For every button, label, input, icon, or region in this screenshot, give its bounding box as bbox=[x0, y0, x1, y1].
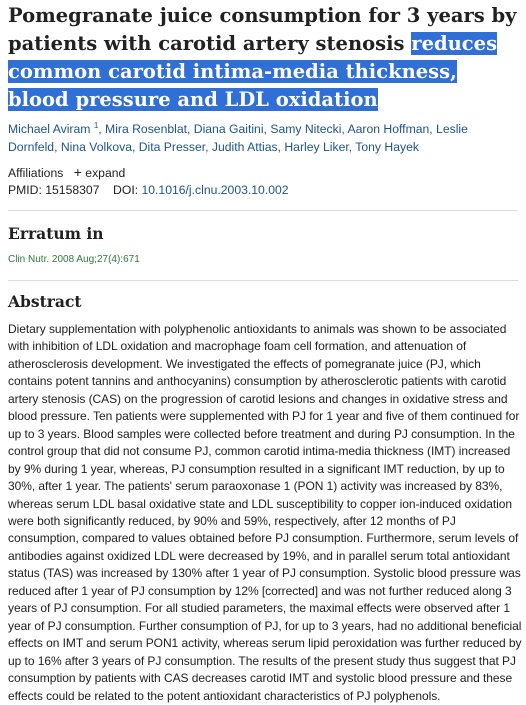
plus-icon[interactable]: + bbox=[73, 164, 82, 180]
pmid-value: 15158307 bbox=[45, 183, 100, 197]
title-text: Pomegranate juice consumption for 3 years by patients with carotid artery stenosis bbox=[8, 4, 517, 55]
affiliations-row bbox=[8, 164, 125, 180]
article-title bbox=[8, 2, 520, 114]
affiliations-label: Affiliations bbox=[8, 166, 64, 180]
doi-link[interactable]: 10.1016/j.clnu.2003.10.002 bbox=[141, 183, 289, 197]
doi-label: DOI: bbox=[113, 183, 139, 197]
author-list bbox=[8, 120, 520, 156]
title-selected-text[interactable]: reduces common carotid intima-media thickness, blood pressure and LDL oxidation bbox=[8, 32, 498, 111]
pmid-label: PMID: bbox=[8, 183, 42, 197]
abstract-text: Dietary supplementation with polyphenolic antioxidants to animals was shown to be associated with inhibition of LDL oxidation and macrophage foam cell formation, and attenuation of atherosclerosis development. We investigated the effects of pomegranate juice (PJ, which contains potent tannins and anthocyanins) consumption by atherosclerotic patients with carotid artery stenosis (CAS) on the progression of carotid lesions and changes in oxidative stress and blood pressure. Ten patients were supplemented with PJ for 1 year and five of them continued for up to 3 years. Blood samples were collected before treatment and during PJ consumption. In the control group that did not consume PJ, common carotid intima-media thickness (IMT) increased by 9% during 1 year, whereas, PJ consumption resulted in a significant IMT reduction, by up to 30%, after 1 year. The patients' serum paraoxonase 1 (PON 1) activity was increased by 83%, whereas serum LDL basal oxidative state and LDL susceptibility to copper ion-induced oxidation were both significantly reduced, by 90% and 59%, respectively, after 12 months of PJ consumption, compared to values obtained before PJ consumption. Furthermore, serum levels of antibodies against oxidized LDL were decreased by 19%, and in parallel serum total antioxidant status (TAS) was increased by 130% after 1 year of PJ consumption. Systolic blood pressure was reduced after 1 year of PJ consumption by 12% [corrected] and was not further reduced along 3 years of PJ consumption. For all studied parameters, the maximal effects were observed after 1 year of PJ consumption. Further consumption of PJ, for up to 3 years, had no additional beneficial effects on IMT and serum PON1 activity, whereas serum lipid peroxidation was further reduced by up to 16% after 3 years of PJ consumption. The results of the present study thus suggest that PJ consumption by patients with CAS decreases carotid IMT and systolic blood pressure and these effects could be related to the potent antioxidant characteristics of PJ polyphenols. bbox=[8, 322, 522, 703]
identifiers-row bbox=[8, 183, 289, 197]
author-link-first[interactable]: Michael Aviram bbox=[8, 122, 91, 136]
abstract-heading: Abstract bbox=[8, 292, 82, 311]
affiliation-mark[interactable]: 1 bbox=[93, 120, 99, 130]
divider bbox=[8, 210, 518, 211]
author-links[interactable]: , Mira Rosenblat, Diana Gaitini, Samy Nitecki, Aaron Hoffman, Leslie Dornfeld, Nina Volkova, Dita Presser, Judith Attias, Harley Liker, Tony Hayek bbox=[8, 122, 468, 154]
erratum-heading: Erratum in bbox=[8, 224, 104, 243]
expand-button[interactable]: expand bbox=[85, 166, 126, 180]
divider bbox=[8, 280, 518, 281]
erratum-citation-link[interactable]: Clin Nutr. 2008 Aug;27(4):671 bbox=[8, 254, 140, 265]
